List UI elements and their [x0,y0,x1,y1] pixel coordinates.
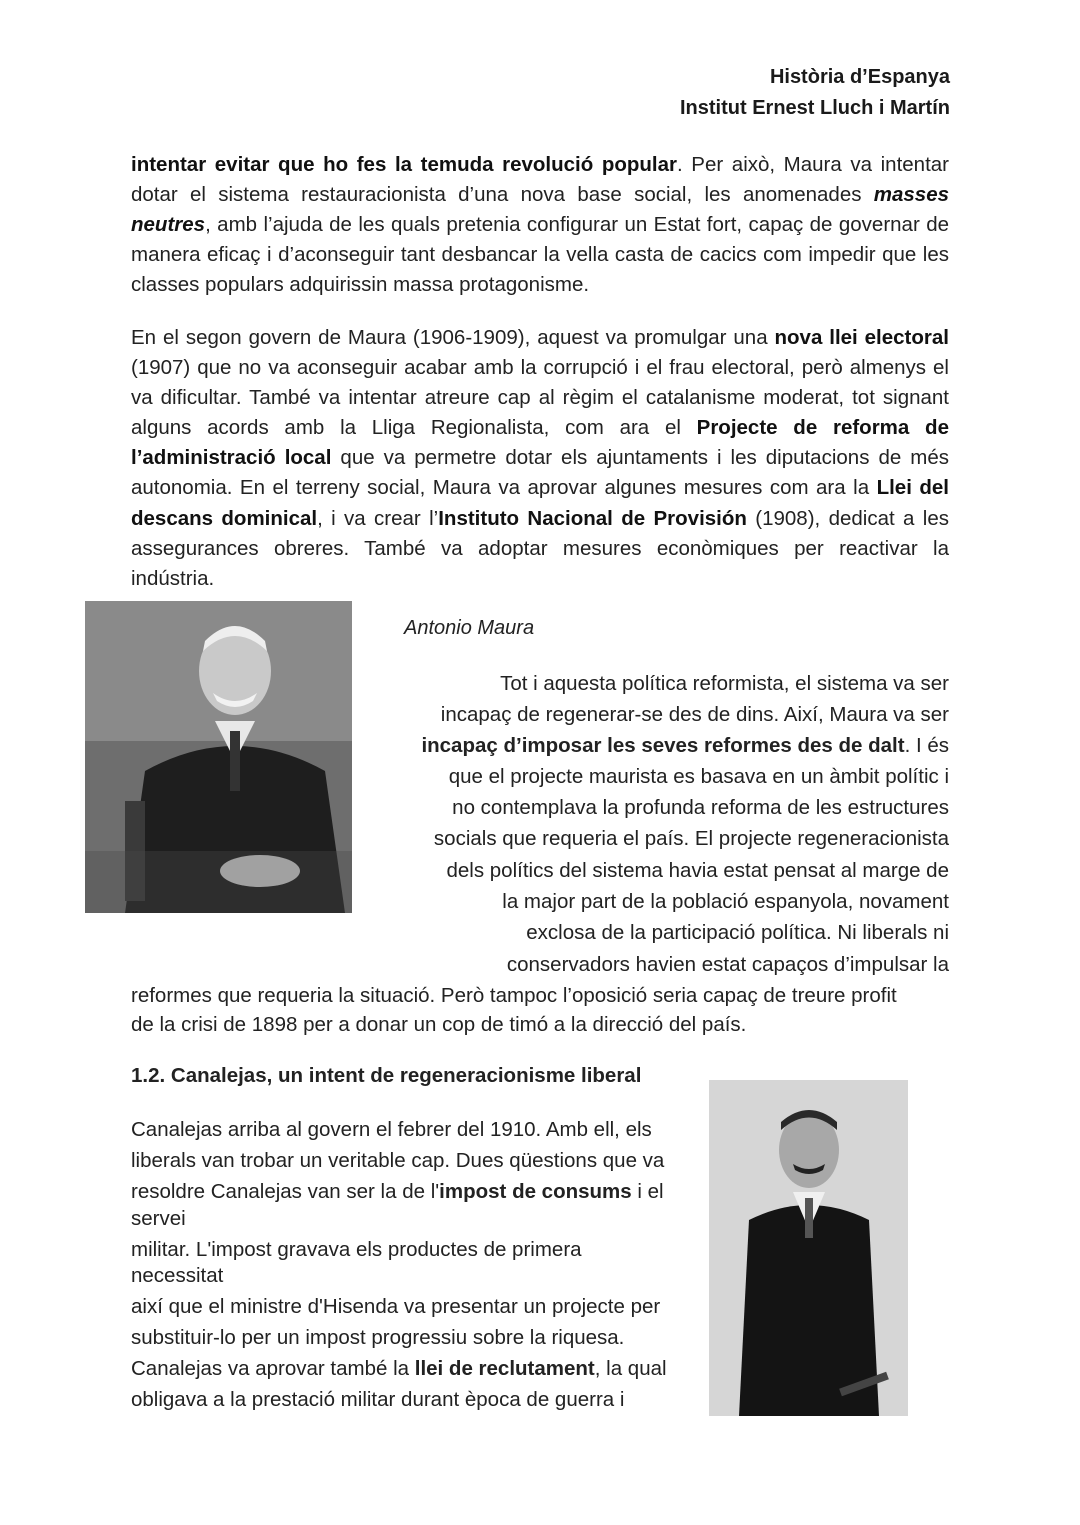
header-subject: Història d’Espanya [769,66,950,88]
text-line: Canalejas arriba al govern el febrer del 1910. Amb ell, els [131,1118,652,1141]
text-line: liberals van trobar un veritable cap. Dues qüestions que va [131,1149,665,1172]
text-line: reformes que requeria la situació. Però tampoc l’oposició seria capaç de treure profit [131,984,897,1007]
header-school: Institut Ernest Lluch i Martín [679,97,950,119]
text: , amb l’ajuda de les quals pretenia configurar un Estat fort, capaç de governar de manera eficaç i d’aconseguir tant desbancar la vella casta de cacics com impedir que les classes populars adquirissin massa protagonisme. [131,213,949,297]
section-heading: 1.2. Canalejas, un intent de regeneracionisme liberal [131,1064,642,1087]
text-line: la major part de la població espanyola, novament [502,890,949,913]
bold-text: Instituto Nacional de Provisión [438,506,747,530]
text: Canalejas va aprovar també la [131,1357,415,1380]
text-line [131,1356,667,1382]
text-line: socials que requeria el país. El projecte regeneracionista [433,827,949,850]
text: (1907) que no va aconseguir acabar amb la corrupció i el frau electoral, però almenys el va dificultar. També va intentar atreure cap al règim el catalanisme moderat, tot signant alguns acords amb la Lliga Regionalista, com ara el [131,356,949,440]
antonio-maura-photo [85,601,352,913]
bold-text: impost de consums [439,1180,632,1203]
bold-text: incapaç d’imposar les seves reformes des de dalt [421,734,905,757]
text-line: exclosa de la participació política. Ni liberals ni [526,921,949,944]
paragraph-maura-second-government [131,323,949,594]
text-line: substituir-lo per un impost progressiu sobre la riquesa. [131,1326,625,1349]
bold-text: Projecte de reforma de l’administració local [131,416,949,470]
text: En el segon govern de Maura (1906-1909), aquest va promulgar una [131,326,775,349]
text-line: no contemplava la profunda reforma de les estructures [452,796,949,819]
page-header [680,62,950,124]
canalejas-photo [709,1080,908,1416]
text: . Per això, Maura va intentar dotar el sistema restauracionista d’una nova base social, les anomenades [131,153,949,207]
text-line: així que el ministre d'Hisenda va presentar un projecte per [131,1295,661,1318]
text-line: obligava a la prestació militar durant època de guerra i [131,1388,625,1411]
bold-text: intentar evitar que ho fes la temuda revolució popular [131,153,678,176]
text: , i va crear l’ [317,506,439,530]
text: resoldre Canalejas van ser la de l' [131,1180,440,1203]
text-line: que el projecte maurista es basava en un àmbit polític i [448,765,949,788]
text: , la qual [594,1357,667,1380]
text-line [131,1179,664,1205]
paragraph-maura-intro [131,150,949,300]
text: i el [631,1180,664,1203]
text: que va permetre dotar els ajuntaments i les diputacions de més autonomia. En el terreny social, Maura va aprovar algunes mesures com ara la [131,446,949,500]
text-line: servei [131,1207,186,1230]
photo-caption: Antonio Maura [404,617,535,639]
text: (1908), dedicat a les assegurances obreres. També va adoptar mesures econòmiques per reactivar la indústria. [131,506,949,590]
text-line: necessitat [131,1264,224,1287]
text-line: Tot i aquesta política reformista, el sistema va ser [500,672,949,695]
text-line: militar. L'impost gravava els productes de primera [131,1238,582,1261]
bold-text: llei de reclutament [414,1357,595,1380]
text: . I és [904,734,949,757]
bold-text: nova llei electoral [774,326,949,349]
bold-italic-text: masses neutres [131,183,949,237]
bold-text: Llei del descans dominical [131,476,949,530]
text-line: de la crisi de 1898 per a donar un cop de timó a la direcció del país. [131,1013,747,1036]
text-line: incapaç de regenerar-se des de dins. Així, Maura va ser [440,703,949,726]
text-line: conservadors havien estat capaços d’impulsar la [506,953,949,976]
text-line [421,733,949,759]
text-line: dels polítics del sistema havia estat pensat al marge de [446,859,949,882]
